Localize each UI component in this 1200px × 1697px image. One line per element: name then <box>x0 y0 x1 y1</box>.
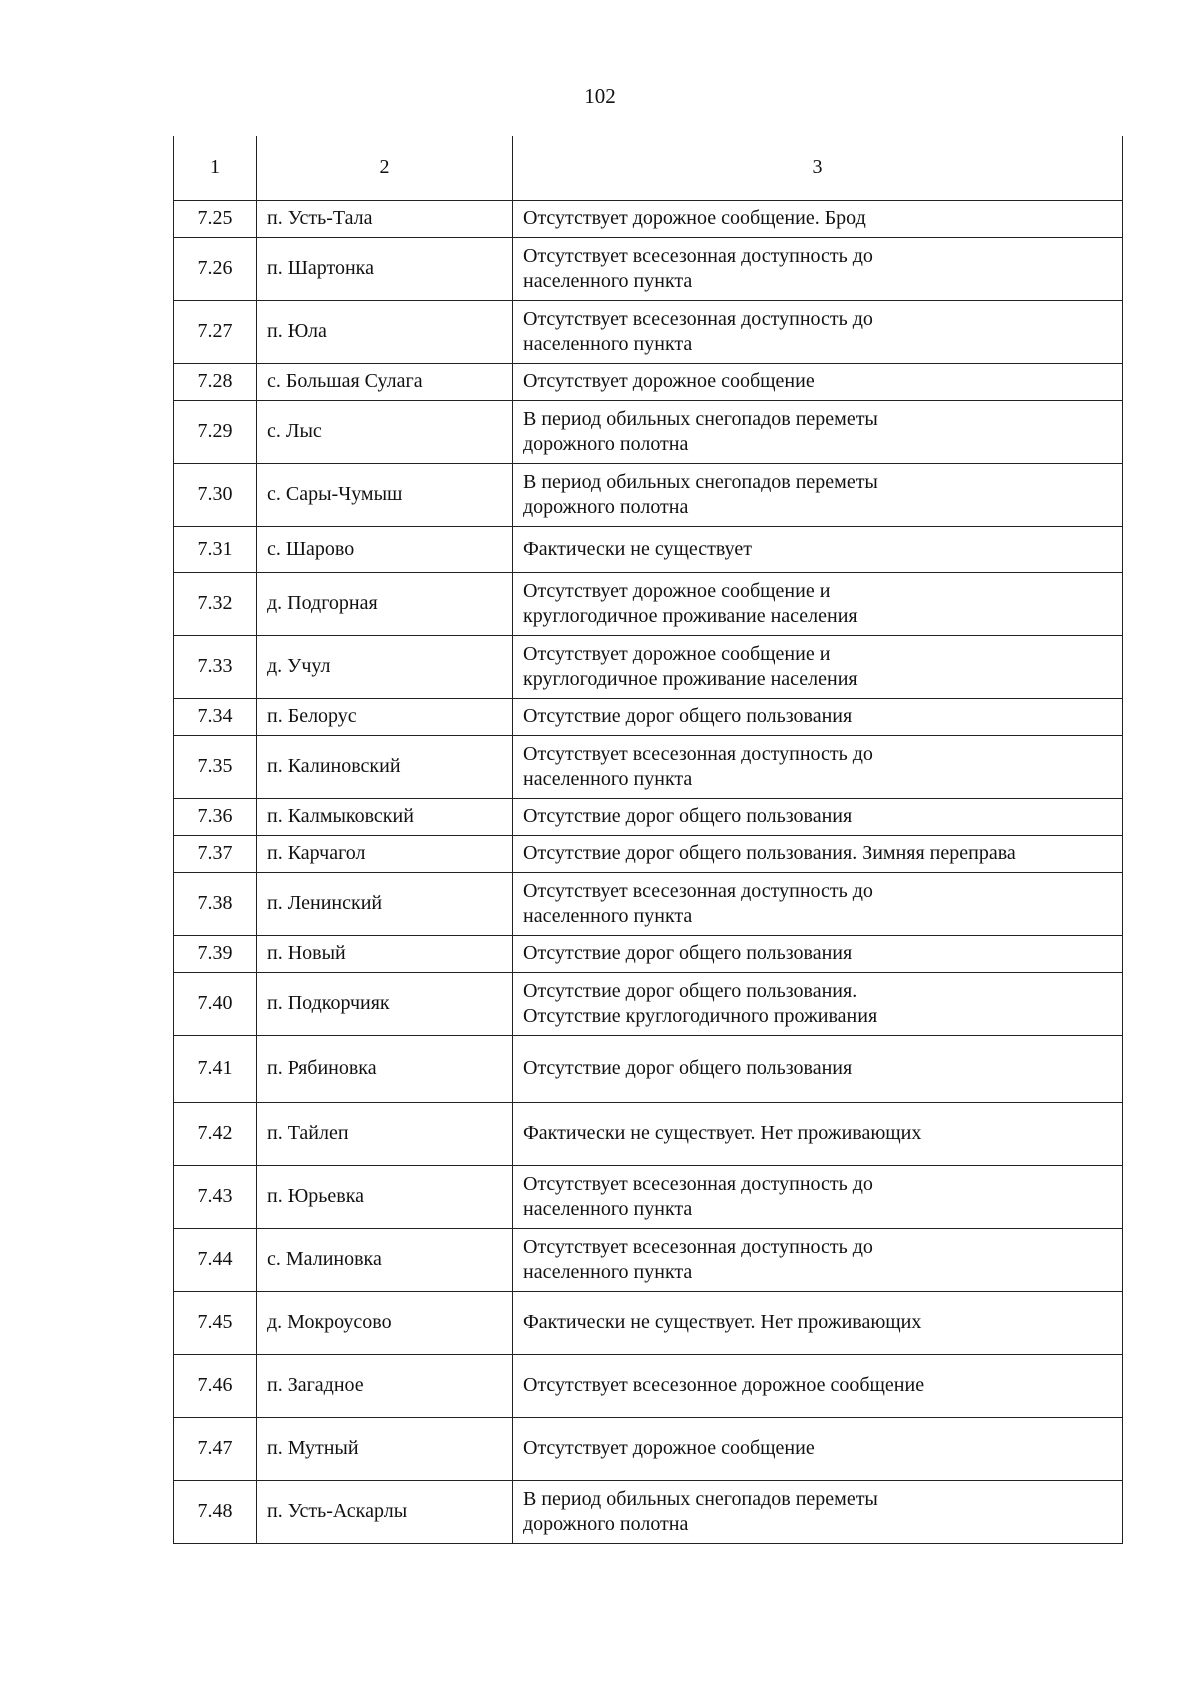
note-line: Отсутствует дорожное сообщение и <box>523 642 831 665</box>
row-number-cell: 7.36 <box>174 798 257 835</box>
note-cell <box>513 200 1123 237</box>
table-row <box>174 1228 1123 1291</box>
table-row <box>174 526 1123 572</box>
note-line: населенного пункта <box>523 1197 693 1220</box>
note-cell <box>513 400 1123 463</box>
note-cell <box>513 935 1123 972</box>
row-number-cell: 7.26 <box>174 237 257 300</box>
row-number-cell: 7.43 <box>174 1165 257 1228</box>
row-number-cell: 7.39 <box>174 935 257 972</box>
note-cell <box>513 835 1123 872</box>
settlement-name-cell: п. Карчагол <box>257 835 513 872</box>
note-cell <box>513 1102 1123 1165</box>
row-number-cell: 7.35 <box>174 735 257 798</box>
table-row <box>174 735 1123 798</box>
table-row <box>174 400 1123 463</box>
note-line: Отсутствие дорог общего пользования <box>523 805 853 827</box>
settlement-name-cell: п. Юла <box>257 300 513 363</box>
row-number-cell: 7.37 <box>174 835 257 872</box>
note-line: Отсутствие дорог общего пользования. <box>523 979 858 1002</box>
settlement-name-cell: с. Сары-Чумыш <box>257 463 513 526</box>
table-row <box>174 1354 1123 1417</box>
note-line: Отсутствует дорожное сообщение <box>523 370 815 392</box>
settlement-name-cell: п. Юрьевка <box>257 1165 513 1228</box>
table-row <box>174 935 1123 972</box>
row-number-cell: 7.33 <box>174 635 257 698</box>
settlement-name-cell: п. Ленинский <box>257 872 513 935</box>
note-cell <box>513 526 1123 572</box>
note-line: Отсутствие дорог общего пользования <box>523 1057 853 1079</box>
note-cell <box>513 300 1123 363</box>
note-line: населенного пункта <box>523 269 693 292</box>
settlements-table <box>173 136 1123 1544</box>
table-row <box>174 635 1123 698</box>
page-number: 102 <box>584 84 616 108</box>
row-number-cell: 7.46 <box>174 1354 257 1417</box>
note-cell <box>513 1291 1123 1354</box>
note-cell <box>513 237 1123 300</box>
settlement-name-cell: с. Большая Сулага <box>257 363 513 400</box>
row-number-cell: 7.48 <box>174 1480 257 1543</box>
table-row <box>174 1035 1123 1102</box>
table-row <box>174 698 1123 735</box>
settlement-name-cell: д. Мокроусово <box>257 1291 513 1354</box>
row-number-cell: 7.32 <box>174 572 257 635</box>
note-line: круглогодичное проживание населения <box>523 667 858 690</box>
settlement-name-cell: п. Усть-Аскарлы <box>257 1480 513 1543</box>
note-line: В период обильных снегопадов переметы <box>523 407 878 430</box>
note-line: дорожного полотна <box>523 1512 689 1535</box>
note-line: населенного пункта <box>523 1260 693 1283</box>
note-cell <box>513 363 1123 400</box>
table-header-row <box>174 136 1123 200</box>
header-cell-3: 3 <box>513 136 1123 200</box>
row-number-cell: 7.25 <box>174 200 257 237</box>
table-row <box>174 200 1123 237</box>
note-cell <box>513 798 1123 835</box>
settlement-name-cell: д. Подгорная <box>257 572 513 635</box>
note-line: Фактически не существует. Нет проживающих <box>523 1122 922 1144</box>
row-number-cell: 7.34 <box>174 698 257 735</box>
note-line: Отсутствует всесезонная доступность до <box>523 307 873 330</box>
row-number-cell: 7.31 <box>174 526 257 572</box>
table-row <box>174 872 1123 935</box>
settlement-name-cell: п. Мутный <box>257 1417 513 1480</box>
note-line: Отсутствие дорог общего пользования <box>523 942 853 964</box>
note-line: дорожного полотна <box>523 495 689 518</box>
note-cell <box>513 1035 1123 1102</box>
table-row <box>174 1417 1123 1480</box>
row-number-cell: 7.30 <box>174 463 257 526</box>
note-line: Отсутствует всесезонная доступность до <box>523 1235 873 1258</box>
settlement-name-cell: д. Учул <box>257 635 513 698</box>
note-line: Отсутствует дорожное сообщение и <box>523 579 831 602</box>
row-number-cell: 7.38 <box>174 872 257 935</box>
note-cell <box>513 1354 1123 1417</box>
row-number-cell: 7.29 <box>174 400 257 463</box>
note-line: Отсутствие круглогодичного проживания <box>523 1004 878 1027</box>
table-row <box>174 1165 1123 1228</box>
note-cell <box>513 463 1123 526</box>
row-number-cell: 7.40 <box>174 972 257 1035</box>
note-line: В период обильных снегопадов переметы <box>523 470 878 493</box>
settlement-name-cell: п. Шартонка <box>257 237 513 300</box>
table-row <box>174 572 1123 635</box>
note-line: Фактически не существует. Нет проживающих <box>523 1311 922 1333</box>
table-row <box>174 798 1123 835</box>
note-cell <box>513 1228 1123 1291</box>
settlement-name-cell: п. Подкорчияк <box>257 972 513 1035</box>
note-line: дорожного полотна <box>523 432 689 455</box>
table-row <box>174 1291 1123 1354</box>
note-cell <box>513 698 1123 735</box>
settlement-name-cell: п. Тайлеп <box>257 1102 513 1165</box>
table-row <box>174 972 1123 1035</box>
note-cell <box>513 972 1123 1035</box>
table-row <box>174 237 1123 300</box>
note-line: круглогодичное проживание населения <box>523 604 858 627</box>
note-cell <box>513 635 1123 698</box>
note-line: Отсутствует всесезонная доступность до <box>523 1172 873 1195</box>
note-line: Отсутствует всесезонное дорожное сообщение <box>523 1374 925 1396</box>
table-row <box>174 363 1123 400</box>
settlement-name-cell: с. Лыс <box>257 400 513 463</box>
note-cell <box>513 572 1123 635</box>
settlement-name-cell: с. Малиновка <box>257 1228 513 1291</box>
settlement-name-cell: п. Калмыковский <box>257 798 513 835</box>
row-number-cell: 7.27 <box>174 300 257 363</box>
table-row <box>174 1480 1123 1543</box>
table-row <box>174 1102 1123 1165</box>
settlement-name-cell: п. Рябиновка <box>257 1035 513 1102</box>
note-line: Отсутствует всесезонная доступность до <box>523 879 873 902</box>
note-cell <box>513 735 1123 798</box>
table-row <box>174 463 1123 526</box>
settlement-name-cell: с. Шарово <box>257 526 513 572</box>
note-line: Отсутствует всесезонная доступность до <box>523 742 873 765</box>
note-line: Отсутствует дорожное сообщение. Брод <box>523 207 866 229</box>
header-cell-1: 1 <box>174 136 257 200</box>
note-line: населенного пункта <box>523 767 693 790</box>
settlement-name-cell: п. Белорус <box>257 698 513 735</box>
note-line: населенного пункта <box>523 904 693 927</box>
table-row <box>174 300 1123 363</box>
settlement-name-cell: п. Калиновский <box>257 735 513 798</box>
note-line: населенного пункта <box>523 332 693 355</box>
settlement-name-cell: п. Усть-Тала <box>257 200 513 237</box>
note-line: В период обильных снегопадов переметы <box>523 1487 878 1510</box>
note-line: Отсутствие дорог общего пользования <box>523 705 853 727</box>
note-line: Отсутствует всесезонная доступность до <box>523 244 873 267</box>
note-line: Отсутствует дорожное сообщение <box>523 1437 815 1459</box>
note-cell <box>513 1480 1123 1543</box>
table-body <box>174 136 1123 1543</box>
row-number-cell: 7.45 <box>174 1291 257 1354</box>
settlement-name-cell: п. Загадное <box>257 1354 513 1417</box>
note-cell <box>513 1417 1123 1480</box>
note-cell <box>513 872 1123 935</box>
row-number-cell: 7.42 <box>174 1102 257 1165</box>
row-number-cell: 7.47 <box>174 1417 257 1480</box>
header-cell-2: 2 <box>257 136 513 200</box>
note-line: Фактически не существует <box>523 537 753 560</box>
row-number-cell: 7.41 <box>174 1035 257 1102</box>
row-number-cell: 7.44 <box>174 1228 257 1291</box>
row-number-cell: 7.28 <box>174 363 257 400</box>
note-line: Отсутствие дорог общего пользования. Зимняя переправа <box>523 842 1016 864</box>
note-cell <box>513 1165 1123 1228</box>
table-row <box>174 835 1123 872</box>
settlement-name-cell: п. Новый <box>257 935 513 972</box>
